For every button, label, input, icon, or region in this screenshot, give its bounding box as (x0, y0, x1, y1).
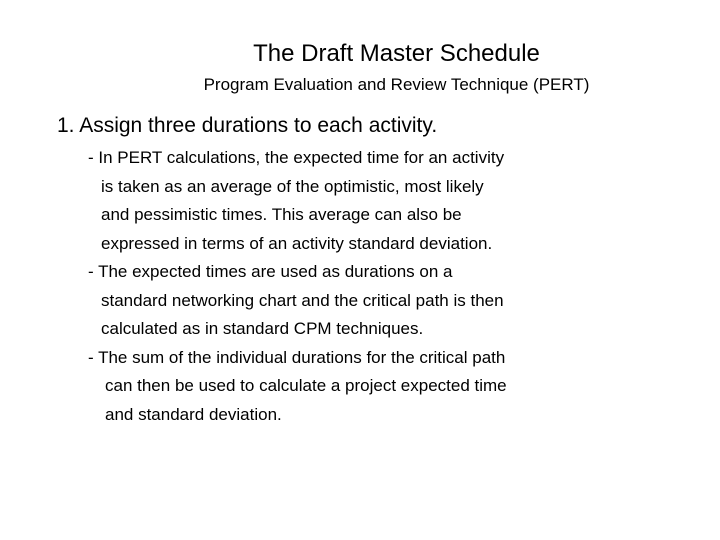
point-2-line-2: standard networking chart and the critical path is then (101, 291, 504, 310)
point-1-line-4: expressed in terms of an activity standard deviation. (101, 234, 493, 253)
slide-subtitle: Program Evaluation and Review Technique (PERT) (203, 75, 590, 94)
point-3-line-3: and standard deviation. (105, 405, 282, 424)
point-1-line-1: - In PERT calculations, the expected time for an activity (88, 148, 505, 167)
point-1-line-3: and pessimistic times. This average can also be (101, 205, 462, 224)
point-heading: 1. Assign three durations to each activity. (57, 114, 438, 137)
slide-title: The Draft Master Schedule (253, 40, 540, 67)
point-1-line-2: is taken as an average of the optimistic, most likely (101, 177, 484, 196)
point-3-line-1: - The sum of the individual durations for the critical path (88, 348, 506, 367)
point-3-line-2: can then be used to calculate a project expected time (105, 376, 507, 395)
point-2-line-3: calculated as in standard CPM techniques. (101, 319, 424, 338)
point-2-line-1: - The expected times are used as durations on a (88, 262, 453, 281)
